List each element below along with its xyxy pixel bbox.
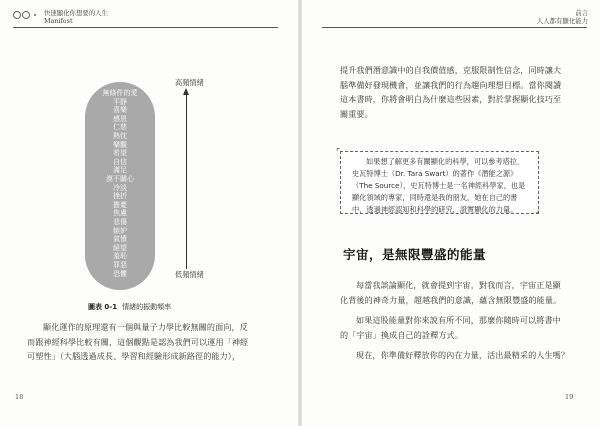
emotion-label: 冷淡 (113, 183, 127, 192)
left-body-line: 而跟神經科學比較有關，這個觀點是認為我們可以運用「神經 (27, 336, 249, 347)
right-section-text (340, 278, 580, 363)
right-page-number: 19 (565, 393, 574, 401)
right-body-line: 化背後的神奇力量，超越我們的意識，蘊含無限豐盛的能量。 (340, 294, 562, 305)
high-frequency-label: 高頻情緒 (175, 78, 204, 87)
right-body-line: 關重要。 (340, 108, 373, 119)
emotion-label: 羞恥 (113, 252, 127, 261)
emotion-label: 無條件的愛 (102, 89, 138, 97)
book-gutter (298, 0, 302, 426)
book-title: 快速顯化你想要的人生 (44, 9, 108, 17)
emotion-label: 挫折 (113, 192, 127, 201)
right-running-header (537, 9, 588, 25)
emotion-label: 嫉妒 (113, 226, 127, 235)
emotion-label: 漠不關心 (106, 175, 134, 183)
frequency-axis-line (186, 94, 187, 269)
right-body-line: 腦準備好發現機會，並讓我們的行為趨向理想目標。當你閱讀 (340, 79, 562, 90)
emotion-label: 焦慮 (113, 209, 127, 218)
emotion-label: 仁慈 (113, 123, 127, 132)
emotion-scale-pill (85, 82, 155, 290)
left-running-header (44, 9, 108, 25)
right-header-rule (322, 27, 587, 28)
right-body-line: 如果這股能量對你來說有所不同，那麼你隨時可以將書中 (356, 315, 561, 325)
left-header-rule (13, 27, 278, 28)
book-subtitle: Manifest (44, 17, 73, 25)
emotion-label: 希望 (113, 149, 127, 158)
emotion-label: 擔憂 (113, 200, 127, 209)
emotion-label: 自信 (113, 157, 127, 166)
emotion-label: 平靜 (113, 97, 127, 106)
chapter-label: 前言 (575, 9, 588, 17)
bracket-top-left-icon: ⌜ (336, 148, 341, 158)
emotion-label: 感恩 (113, 114, 127, 123)
emotion-label: 罪惡 (113, 261, 127, 269)
figure-caption (88, 302, 171, 312)
sidebar-note-text: 如果想了解更多有關顯化的科學，可以參考塔拉．史瓦特博士（Dr. Tara Swart）的著作《潛能之源》（The Source），史瓦特博士是一名神經科學家，也是顯化領域的專家，同時還是我的朋友，她在自己的書中，透過神經認知和科學的研究，證實顯化的力量。 (352, 157, 526, 214)
figure-caption-text: 情緒的振動頻率 (122, 303, 172, 311)
left-body-text (27, 320, 289, 364)
right-body-line: 的「宇宙」換成自己的詮釋方式。 (340, 329, 463, 340)
right-intro-text (340, 63, 580, 121)
right-body-line: 這本書時，你將會明白為什麼這些因素，對於掌握顯化技巧至 (340, 94, 562, 104)
bracket-bottom-right-icon: ⌟ (535, 205, 540, 215)
book-logo-icon (13, 9, 41, 21)
left-page-number: 18 (15, 393, 24, 401)
right-body-line: 現在，你準備好釋放你的內在力量，活出最精采的人生嗎？ (356, 350, 570, 360)
right-body-line: 提升我們潛意識中的自我價值感，克服限制性信念，同時讓大 (340, 65, 562, 75)
emotion-label: 喜樂 (113, 106, 127, 115)
emotion-label: 熱忱 (113, 132, 127, 140)
emotion-label: 樂觀 (113, 140, 127, 149)
chapter-title: 人人都有顯化能力 (536, 17, 588, 25)
figure-caption-number: 圖表 0-1 (88, 303, 118, 311)
section-heading: 宇宙，是無限豐盛的能量 (343, 247, 487, 262)
emotion-label: 滿足 (113, 166, 127, 175)
emotion-label: 恐懼 (113, 269, 127, 278)
left-body-line: 顯化運作的原理還有一個與量子力學比較無關的面向，反 (43, 322, 248, 332)
emotion-label: 悲傷 (113, 218, 127, 226)
emotion-label: 氣憤 (113, 235, 127, 244)
low-frequency-label: 低頻情緒 (175, 270, 204, 279)
left-body-line: 可塑性」（大腦透過成長、學習和經驗形成新路徑的能力）， (27, 351, 241, 361)
emotion-label: 絕望 (113, 243, 127, 252)
right-body-line: 每當我談論顯化，就會提到宇宙，對我而言，宇宙正是顯 (356, 280, 561, 290)
